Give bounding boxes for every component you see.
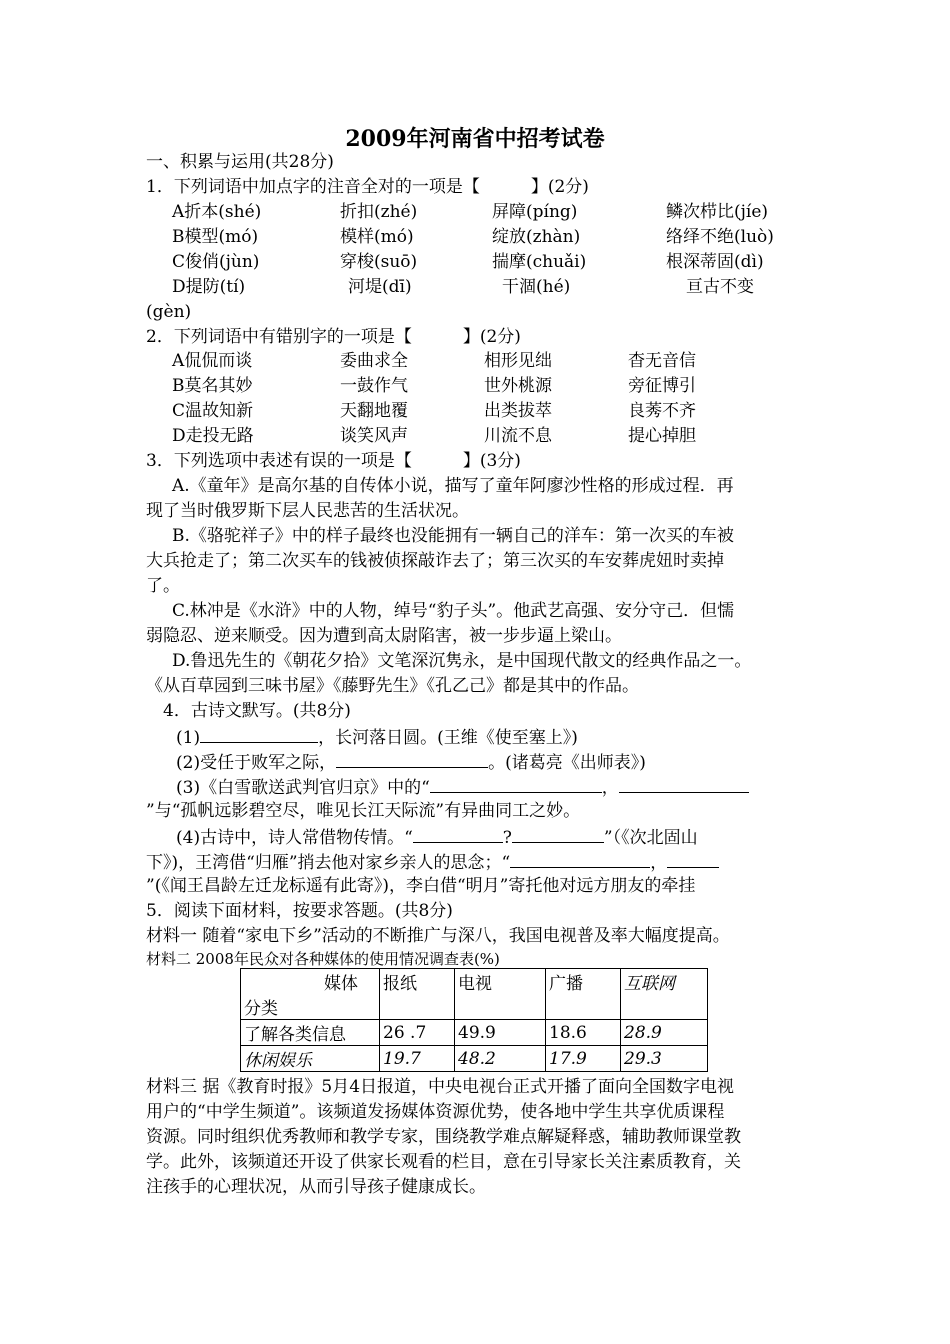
question-3-line: D.鲁迅先生的《朝花夕拾》文笔深沉隽永，是中国现代散文的经典作品之一。 bbox=[172, 651, 752, 671]
option-cell: 一鼓作气 bbox=[340, 376, 408, 396]
answer-blank[interactable] bbox=[619, 776, 749, 793]
option-cell: 良莠不齐 bbox=[628, 401, 696, 421]
answer-blank[interactable] bbox=[336, 751, 488, 768]
table-cell: 26 .7 bbox=[380, 1020, 455, 1046]
material-3-line: 学。此外，该频道还开设了供家长观看的栏目，意在引导家长关注素质教育，关 bbox=[146, 1152, 741, 1172]
question-3-line: 大兵抢走了；第二次买车的钱被侦探敲诈去了；第三次买的车安葬虎妞时卖掉 bbox=[146, 551, 724, 571]
question-4-item-3 bbox=[176, 776, 749, 798]
option-cell: 提心掉胆 bbox=[628, 426, 696, 446]
option-cell: 旁征博引 bbox=[628, 376, 696, 396]
option-cell: B莫名其妙 bbox=[172, 376, 253, 396]
option-cell: 根深蒂固(dì) bbox=[666, 252, 764, 272]
material-1: 材料一 随着“家电下乡”活动的不断推广与深八，我国电视普及率大幅度提高。 bbox=[146, 926, 730, 946]
option-cell: 络绎不绝(luò) bbox=[666, 227, 774, 247]
table-cell: 19.7 bbox=[380, 1046, 455, 1072]
option-cell: 河堤(dī) bbox=[348, 277, 412, 297]
option-wrap: (gèn) bbox=[146, 302, 192, 322]
table-header-row bbox=[241, 969, 708, 1020]
question-4-item-4 bbox=[176, 826, 698, 848]
option-cell: 杳无音信 bbox=[628, 351, 696, 371]
question-4-item-3-cont: ”与“孤帆远影碧空尽，唯见长江天际流”有异曲同工之妙。 bbox=[146, 801, 581, 821]
item-text: ? bbox=[502, 828, 512, 848]
option-cell: 委曲求全 bbox=[340, 351, 408, 371]
option-cell: C温故知新 bbox=[172, 401, 254, 421]
question-3-line: 了。 bbox=[146, 576, 180, 596]
question-1-stem: 1．下列词语中加点字的注音全对的一项是【 】(2分) bbox=[146, 177, 589, 197]
option-cell: 鳞次栉比(jíe) bbox=[666, 202, 769, 222]
section-heading: 一、积累与运用(共28分) bbox=[146, 152, 334, 172]
page-title: 2009年河南省中招考试卷 bbox=[345, 126, 605, 152]
row-label: 休闲娱乐 bbox=[241, 1046, 380, 1072]
option-cell: 亘古不变 bbox=[686, 277, 754, 297]
item-text: 下》)，王湾借“归雁”捎去他对家乡亲人的思念；“ bbox=[146, 853, 511, 873]
question-3-line: 《从百草园到三味书屋》《藤野先生》《孔乙己》都是其中的作品。 bbox=[146, 676, 639, 696]
material-3-line: 材料三 据《教育时报》5月4日报道，中央电视台正式开播了面向全国数字电视 bbox=[146, 1077, 735, 1097]
material-3-line: 注孩手的心理状况，从而引导孩子健康成长。 bbox=[146, 1177, 486, 1197]
survey-table bbox=[240, 968, 708, 1072]
table-cell: 29.3 bbox=[621, 1046, 708, 1072]
table-cell: 18.6 bbox=[546, 1020, 621, 1046]
question-3-line: A.《童年》是高尔基的自传体小说，描写了童年阿廖沙性格的形成过程．再 bbox=[172, 476, 734, 496]
option-cell: 穿梭(suō) bbox=[340, 252, 418, 272]
answer-blank[interactable] bbox=[430, 776, 602, 793]
table-cell: 48.2 bbox=[455, 1046, 546, 1072]
option-cell: 干涸(hé) bbox=[502, 277, 571, 297]
table-cell: 28.9 bbox=[621, 1020, 708, 1046]
column-header: 报纸 bbox=[380, 969, 455, 1020]
item-text: ， bbox=[601, 778, 619, 798]
option-cell: 谈笑风声 bbox=[340, 426, 408, 446]
item-text: 。(诸葛亮《出师表》) bbox=[488, 753, 646, 773]
item-text: (4)古诗中，诗人常借物传情。“ bbox=[176, 828, 413, 848]
option-cell: 天翻地覆 bbox=[340, 401, 408, 421]
table-corner-cell bbox=[241, 969, 380, 1020]
material-3-line: 用户的“中学生频道”。该频道发扬媒体资源优势，使各地中学生共享优质课程 bbox=[146, 1102, 725, 1122]
column-header: 互联网 bbox=[621, 969, 708, 1020]
option-cell: D走投无路 bbox=[172, 426, 254, 446]
option-cell: D提防(tí) bbox=[172, 277, 246, 297]
column-header: 电视 bbox=[455, 969, 546, 1020]
question-4-item-4-cont bbox=[146, 851, 719, 873]
item-text: ，长河落日圆。(王维《使至塞上》) bbox=[318, 728, 578, 748]
option-cell: A折本(shé) bbox=[172, 202, 262, 222]
question-4-item-2 bbox=[176, 751, 646, 773]
item-label: (1) bbox=[176, 728, 201, 748]
option-cell: 川流不息 bbox=[484, 426, 552, 446]
item-text: ， bbox=[650, 853, 668, 873]
option-cell: A侃侃而谈 bbox=[172, 351, 253, 371]
question-3-line: C.林冲是《水浒》中的人物，绰号“豹子头”。他武艺高强、安分守己．但懦 bbox=[172, 601, 735, 621]
row-label: 了解各类信息 bbox=[241, 1020, 380, 1046]
question-4-stem: 4．古诗文默写。(共8分) bbox=[163, 701, 351, 721]
item-text: ”（《次北固山 bbox=[603, 828, 698, 848]
column-axis-label: 媒体 bbox=[324, 974, 358, 994]
table-cell: 49.9 bbox=[455, 1020, 546, 1046]
column-header: 广播 bbox=[546, 969, 621, 1020]
option-cell: 折扣(zhé) bbox=[340, 202, 418, 222]
option-cell: 模样(mó) bbox=[340, 227, 414, 247]
question-5-stem: 5．阅读下面材料，按要求答题。(共8分) bbox=[146, 901, 453, 921]
answer-blank[interactable] bbox=[667, 851, 719, 868]
question-3-line: 弱隐忍、逆来顺受。因为遭到高太尉陷害，被一步步逼上梁山。 bbox=[146, 626, 622, 646]
answer-blank[interactable] bbox=[413, 826, 503, 843]
question-3-stem: 3．下列选项中表述有误的一项是【 】(3分) bbox=[146, 451, 521, 471]
answer-blank[interactable] bbox=[510, 851, 650, 868]
option-cell: 相形见绌 bbox=[484, 351, 552, 371]
table-row bbox=[241, 1046, 708, 1072]
question-2-stem: 2．下列词语中有错别字的一项是【 】(2分) bbox=[146, 327, 521, 347]
question-4-item-1 bbox=[176, 726, 578, 748]
option-cell: 出类拔萃 bbox=[484, 401, 552, 421]
question-3-line: 现了当时俄罗斯下层人民悲苦的生活状况。 bbox=[146, 501, 469, 521]
row-axis-label: 分类 bbox=[244, 999, 278, 1019]
option-cell: B模型(mó) bbox=[172, 227, 259, 247]
item-text: (2)受任于败军之际， bbox=[176, 753, 337, 773]
question-3-line: B.《骆驼祥子》中的样子最终也没能拥有一辆自己的洋车：第一次买的车被 bbox=[172, 526, 734, 546]
material-3-line: 资源。同时组织优秀教师和教学专家，围绕教学难点解疑释惑，辅助教师课堂教 bbox=[146, 1127, 741, 1147]
option-cell: 绽放(zhàn) bbox=[492, 227, 581, 247]
table-cell: 17.9 bbox=[546, 1046, 621, 1072]
option-cell: C俊俏(jùn) bbox=[172, 252, 260, 272]
answer-blank[interactable] bbox=[200, 726, 318, 743]
table-row bbox=[241, 1020, 708, 1046]
question-4-item-4-cont2: ”(《闻王昌龄左迁龙标遥有此寄》)，李白借“明月”寄托他对远方朋友的牵挂 bbox=[146, 876, 696, 896]
option-cell: 屏障(píng) bbox=[492, 202, 578, 222]
option-cell: 揣摩(chuǎi) bbox=[492, 252, 587, 272]
option-cell: 世外桃源 bbox=[484, 376, 552, 396]
material-2-caption: 材料二 2008年民众对各种媒体的使用情况调查表(%) bbox=[146, 950, 500, 968]
item-text: (3)《白雪歌送武判官归京》中的“ bbox=[176, 778, 430, 798]
answer-blank[interactable] bbox=[512, 826, 604, 843]
